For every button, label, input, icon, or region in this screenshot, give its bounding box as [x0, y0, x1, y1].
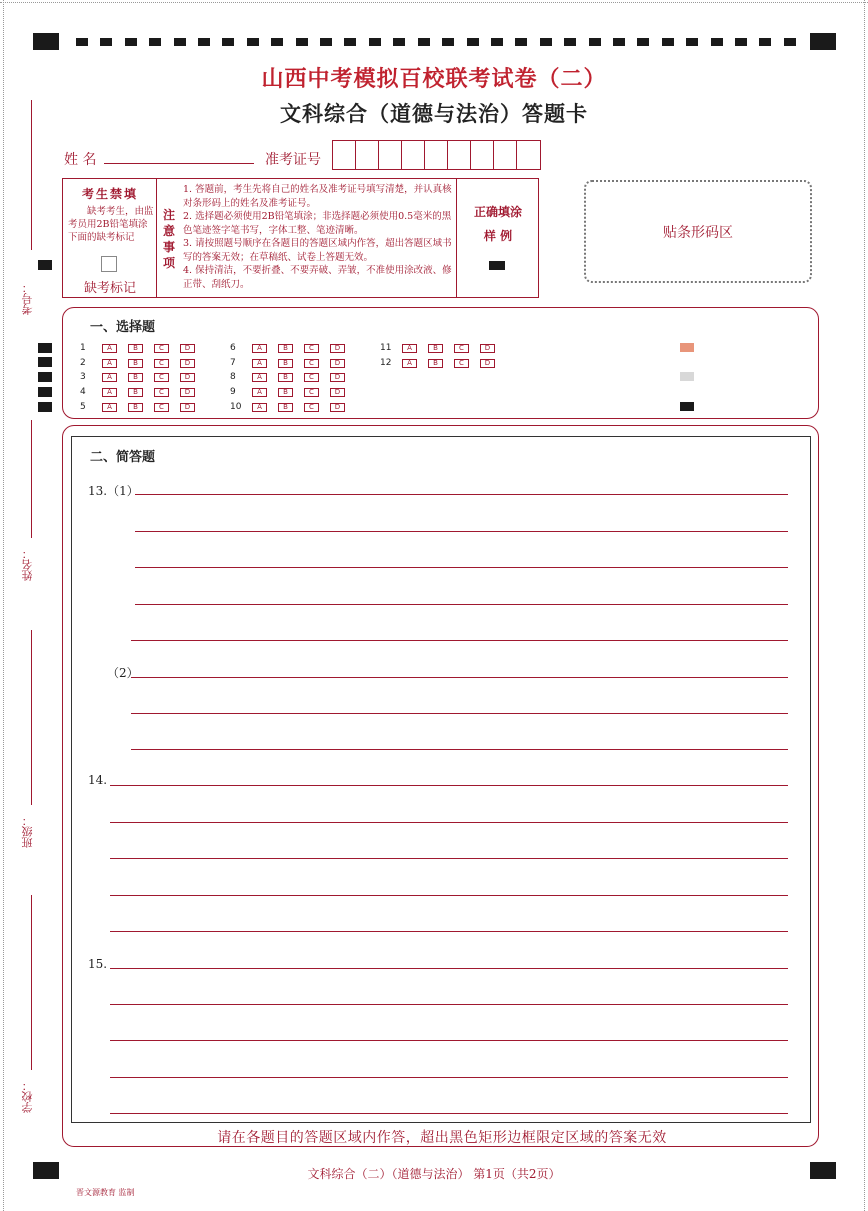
- option-bubble-a[interactable]: A: [102, 373, 117, 382]
- timing-dash: [759, 38, 771, 46]
- choice-question-row: [230, 357, 356, 369]
- option-bubble-a[interactable]: A: [402, 359, 417, 368]
- absent-mark-label: 缺考标记: [83, 281, 136, 296]
- option-bubble-c[interactable]: C: [304, 373, 319, 382]
- option-bubble-b[interactable]: B: [278, 359, 293, 368]
- short-answer-title: 二、简答题: [90, 450, 156, 465]
- timing-dash: [491, 38, 503, 46]
- cut-line-top: [0, 2, 868, 3]
- q15-label: 15.: [88, 957, 108, 971]
- choice-question-row: [80, 371, 206, 383]
- correct-fill-line1: 正确填涂: [473, 205, 522, 219]
- option-bubble-b[interactable]: B: [278, 373, 293, 382]
- answer-line[interactable]: [110, 895, 788, 896]
- option-bubble-a[interactable]: A: [102, 359, 117, 368]
- choice-question-row: [80, 357, 206, 369]
- question-number: 6: [230, 343, 236, 353]
- side-marker: [38, 343, 52, 353]
- notice-item-4: 4. 保持清洁，不要折叠、不要弄破、弄皱，不准使用涂改液、修正带、刮纸刀。: [183, 265, 452, 290]
- option-bubble-d[interactable]: D: [180, 344, 195, 353]
- answer-line[interactable]: [110, 1077, 788, 1078]
- option-bubble-d[interactable]: D: [330, 359, 345, 368]
- option-bubble-b[interactable]: B: [278, 403, 293, 412]
- timing-dash: [515, 38, 527, 46]
- answer-line[interactable]: [110, 1113, 788, 1114]
- option-bubble-d[interactable]: D: [330, 344, 345, 353]
- option-bubble-c[interactable]: C: [304, 403, 319, 412]
- swatch-orange: [680, 343, 694, 352]
- footer-warning: 请在各题目的答题区域内作答，超出黑色矩形边框限定区域的答案无效: [217, 1130, 667, 1146]
- question-number: 9: [230, 387, 236, 397]
- corner-marker-top-left: [33, 33, 59, 50]
- absent-text: 缺考考生，由监考员用2B铅笔填涂下面的缺考标记: [68, 206, 154, 243]
- q13-2-label: （2）: [107, 666, 139, 680]
- choice-question-row: [80, 386, 206, 398]
- question-number: 12: [380, 358, 392, 368]
- notice-heading-1: 注: [163, 208, 176, 222]
- exam-id-label: 准考证号: [265, 152, 321, 168]
- option-bubble-b[interactable]: B: [428, 344, 443, 353]
- exam-id-cells[interactable]: [332, 140, 541, 170]
- question-number: 11: [380, 343, 392, 353]
- option-bubble-a[interactable]: A: [252, 359, 267, 368]
- swatch-black: [680, 402, 694, 411]
- answer-line[interactable]: [110, 1040, 788, 1041]
- timing-dash: [198, 38, 210, 46]
- option-bubble-d[interactable]: D: [180, 388, 195, 397]
- answer-area-frame: [71, 436, 811, 1123]
- absent-section: [63, 179, 157, 297]
- question-number: 5: [80, 402, 86, 412]
- choice-question-row: [380, 357, 506, 369]
- question-number: 10: [230, 402, 242, 412]
- timing-dash: [344, 38, 356, 46]
- timing-dash: [222, 38, 234, 46]
- barcode-label: 贴条形码区: [663, 224, 733, 241]
- option-bubble-b[interactable]: B: [428, 359, 443, 368]
- correct-fill-example: [457, 179, 539, 297]
- notice-item-1: 1. 答题前，考生先将自己的姓名及准考证号填写清楚，并认真核对条形码上的姓名及准考证号。: [183, 184, 452, 209]
- choice-question-row: [230, 401, 356, 413]
- footer-publisher: 晋文源教育 监制: [76, 1188, 135, 1197]
- option-bubble-c[interactable]: C: [304, 388, 319, 397]
- timing-dash: [271, 38, 283, 46]
- notice-item-3: 3. 请按照题号顺序在各题目的答题区域内作答，超出答题区域书写的答案无效；在草稿纸、试卷上答题无效。: [183, 238, 452, 263]
- question-number: 8: [230, 372, 236, 382]
- q13-1-label: 13.（1）: [88, 484, 139, 498]
- question-number: 2: [80, 358, 86, 368]
- notice-items: [183, 179, 457, 297]
- answer-line[interactable]: [131, 749, 788, 750]
- timing-dash: [589, 38, 601, 46]
- option-bubble-c[interactable]: C: [304, 344, 319, 353]
- notice-heading-2: 意: [163, 224, 176, 238]
- page-subtitle: 文科综合（道德与法治）答题卡: [280, 102, 588, 126]
- timing-dash: [149, 38, 161, 46]
- swatch-gray: [680, 372, 694, 381]
- instructions-box: [62, 178, 539, 298]
- option-bubble-d[interactable]: D: [330, 403, 345, 412]
- timing-dash: [296, 38, 308, 46]
- option-bubble-d[interactable]: D: [180, 373, 195, 382]
- filled-bubble-sample: [489, 261, 505, 270]
- option-bubble-d[interactable]: D: [180, 403, 195, 412]
- correct-fill-line2: 样 例: [483, 229, 513, 243]
- option-bubble-d[interactable]: D: [480, 359, 495, 368]
- q14-label: 14.: [88, 773, 108, 787]
- timing-dash: [540, 38, 552, 46]
- side-marker: [38, 387, 52, 397]
- answer-line[interactable]: [110, 785, 788, 786]
- absent-title: 考生禁填: [81, 187, 138, 201]
- answer-line[interactable]: [135, 567, 788, 568]
- option-bubble-a[interactable]: A: [102, 388, 117, 397]
- option-bubble-b[interactable]: B: [128, 359, 143, 368]
- choice-section-title: 一、选择题: [90, 320, 156, 335]
- timing-dash: [76, 38, 88, 46]
- timing-dash: [247, 38, 259, 46]
- timing-dash: [564, 38, 576, 46]
- timing-dash: [784, 38, 796, 46]
- timing-dash: [662, 38, 674, 46]
- side-label-class: 班级：: [21, 815, 34, 848]
- option-bubble-a[interactable]: A: [252, 373, 267, 382]
- option-bubble-c[interactable]: C: [304, 359, 319, 368]
- timing-dash: [369, 38, 381, 46]
- option-bubble-c[interactable]: C: [154, 403, 169, 412]
- choice-question-row: [80, 401, 206, 413]
- side-marker: [38, 402, 52, 412]
- timing-dash: [442, 38, 454, 46]
- timing-dash: [735, 38, 747, 46]
- answer-line[interactable]: [131, 677, 788, 678]
- timing-dash: [393, 38, 405, 46]
- choice-question-row: [230, 371, 356, 383]
- question-number: 3: [80, 372, 86, 382]
- option-bubble-c[interactable]: C: [154, 344, 169, 353]
- name-label: 姓 名: [64, 152, 97, 168]
- timing-dash: [613, 38, 625, 46]
- answer-line[interactable]: [135, 531, 788, 532]
- side-line-class: [31, 630, 32, 805]
- timing-dash: [320, 38, 332, 46]
- timing-dash: [637, 38, 649, 46]
- side-line-exam-no: [31, 100, 32, 250]
- cut-line-left: [3, 0, 4, 1211]
- option-bubble-c[interactable]: C: [454, 359, 469, 368]
- answer-line[interactable]: [131, 713, 788, 714]
- question-number: 1: [80, 343, 86, 353]
- absent-mark-box[interactable]: [101, 256, 117, 272]
- question-number: 7: [230, 358, 236, 368]
- option-bubble-a[interactable]: A: [252, 403, 267, 412]
- timing-dash: [100, 38, 112, 46]
- option-bubble-a[interactable]: A: [102, 344, 117, 353]
- side-label-exam-no: 考号：: [21, 282, 34, 315]
- answer-line[interactable]: [135, 494, 788, 495]
- side-label-name: 姓名：: [21, 548, 34, 581]
- notice-heading: [157, 179, 183, 297]
- answer-line[interactable]: [110, 858, 788, 859]
- choice-question-row: [230, 342, 356, 354]
- timing-dash: [686, 38, 698, 46]
- option-bubble-b[interactable]: B: [128, 344, 143, 353]
- timing-dash: [125, 38, 137, 46]
- question-number: 4: [80, 387, 86, 397]
- side-line-school: [31, 895, 32, 1070]
- answer-line[interactable]: [110, 968, 788, 969]
- side-marker: [38, 260, 52, 270]
- option-bubble-b[interactable]: B: [278, 344, 293, 353]
- choice-question-row: [230, 386, 356, 398]
- side-label-school: 学校：: [21, 1080, 34, 1113]
- option-bubble-b[interactable]: B: [128, 403, 143, 412]
- option-bubble-d[interactable]: D: [180, 359, 195, 368]
- side-marker: [38, 357, 52, 367]
- side-line-name: [31, 420, 32, 538]
- option-bubble-b[interactable]: B: [278, 388, 293, 397]
- option-bubble-d[interactable]: D: [330, 388, 345, 397]
- timing-dash: [467, 38, 479, 46]
- footer-page-info: 文科综合（二）（道德与法治） 第1页（共2页）: [307, 1167, 561, 1181]
- name-field[interactable]: [104, 148, 254, 164]
- option-bubble-c[interactable]: C: [154, 373, 169, 382]
- answer-line[interactable]: [131, 640, 788, 641]
- answer-line[interactable]: [110, 822, 788, 823]
- page-title: 山西中考模拟百校联考试卷（二）: [261, 67, 607, 92]
- answer-line[interactable]: [110, 1004, 788, 1005]
- timing-track: [76, 38, 796, 46]
- option-bubble-b[interactable]: B: [128, 388, 143, 397]
- option-bubble-a[interactable]: A: [102, 403, 117, 412]
- option-bubble-c[interactable]: C: [154, 359, 169, 368]
- option-bubble-d[interactable]: D: [480, 344, 495, 353]
- barcode-area: [584, 180, 812, 283]
- notice-heading-4: 项: [163, 256, 176, 270]
- timing-dash: [418, 38, 430, 46]
- choice-question-row: [80, 342, 206, 354]
- timing-dash: [711, 38, 723, 46]
- answer-line[interactable]: [110, 931, 788, 932]
- option-bubble-a[interactable]: A: [402, 344, 417, 353]
- option-bubble-b[interactable]: B: [128, 373, 143, 382]
- option-bubble-a[interactable]: A: [252, 344, 267, 353]
- option-bubble-a[interactable]: A: [252, 388, 267, 397]
- option-bubble-d[interactable]: D: [330, 373, 345, 382]
- side-marker: [38, 372, 52, 382]
- notice-heading-3: 事: [163, 240, 176, 254]
- answer-line[interactable]: [135, 604, 788, 605]
- option-bubble-c[interactable]: C: [154, 388, 169, 397]
- cut-line-right: [864, 0, 865, 1211]
- corner-marker-top-right: [810, 33, 836, 50]
- choice-question-row: [380, 342, 506, 354]
- notice-item-2: 2. 选择题必须使用2B铅笔填涂；非选择题必须使用0.5毫米的黑色笔迹签字笔书写，字体工整、笔迹清晰。: [183, 211, 452, 236]
- timing-dash: [174, 38, 186, 46]
- option-bubble-c[interactable]: C: [454, 344, 469, 353]
